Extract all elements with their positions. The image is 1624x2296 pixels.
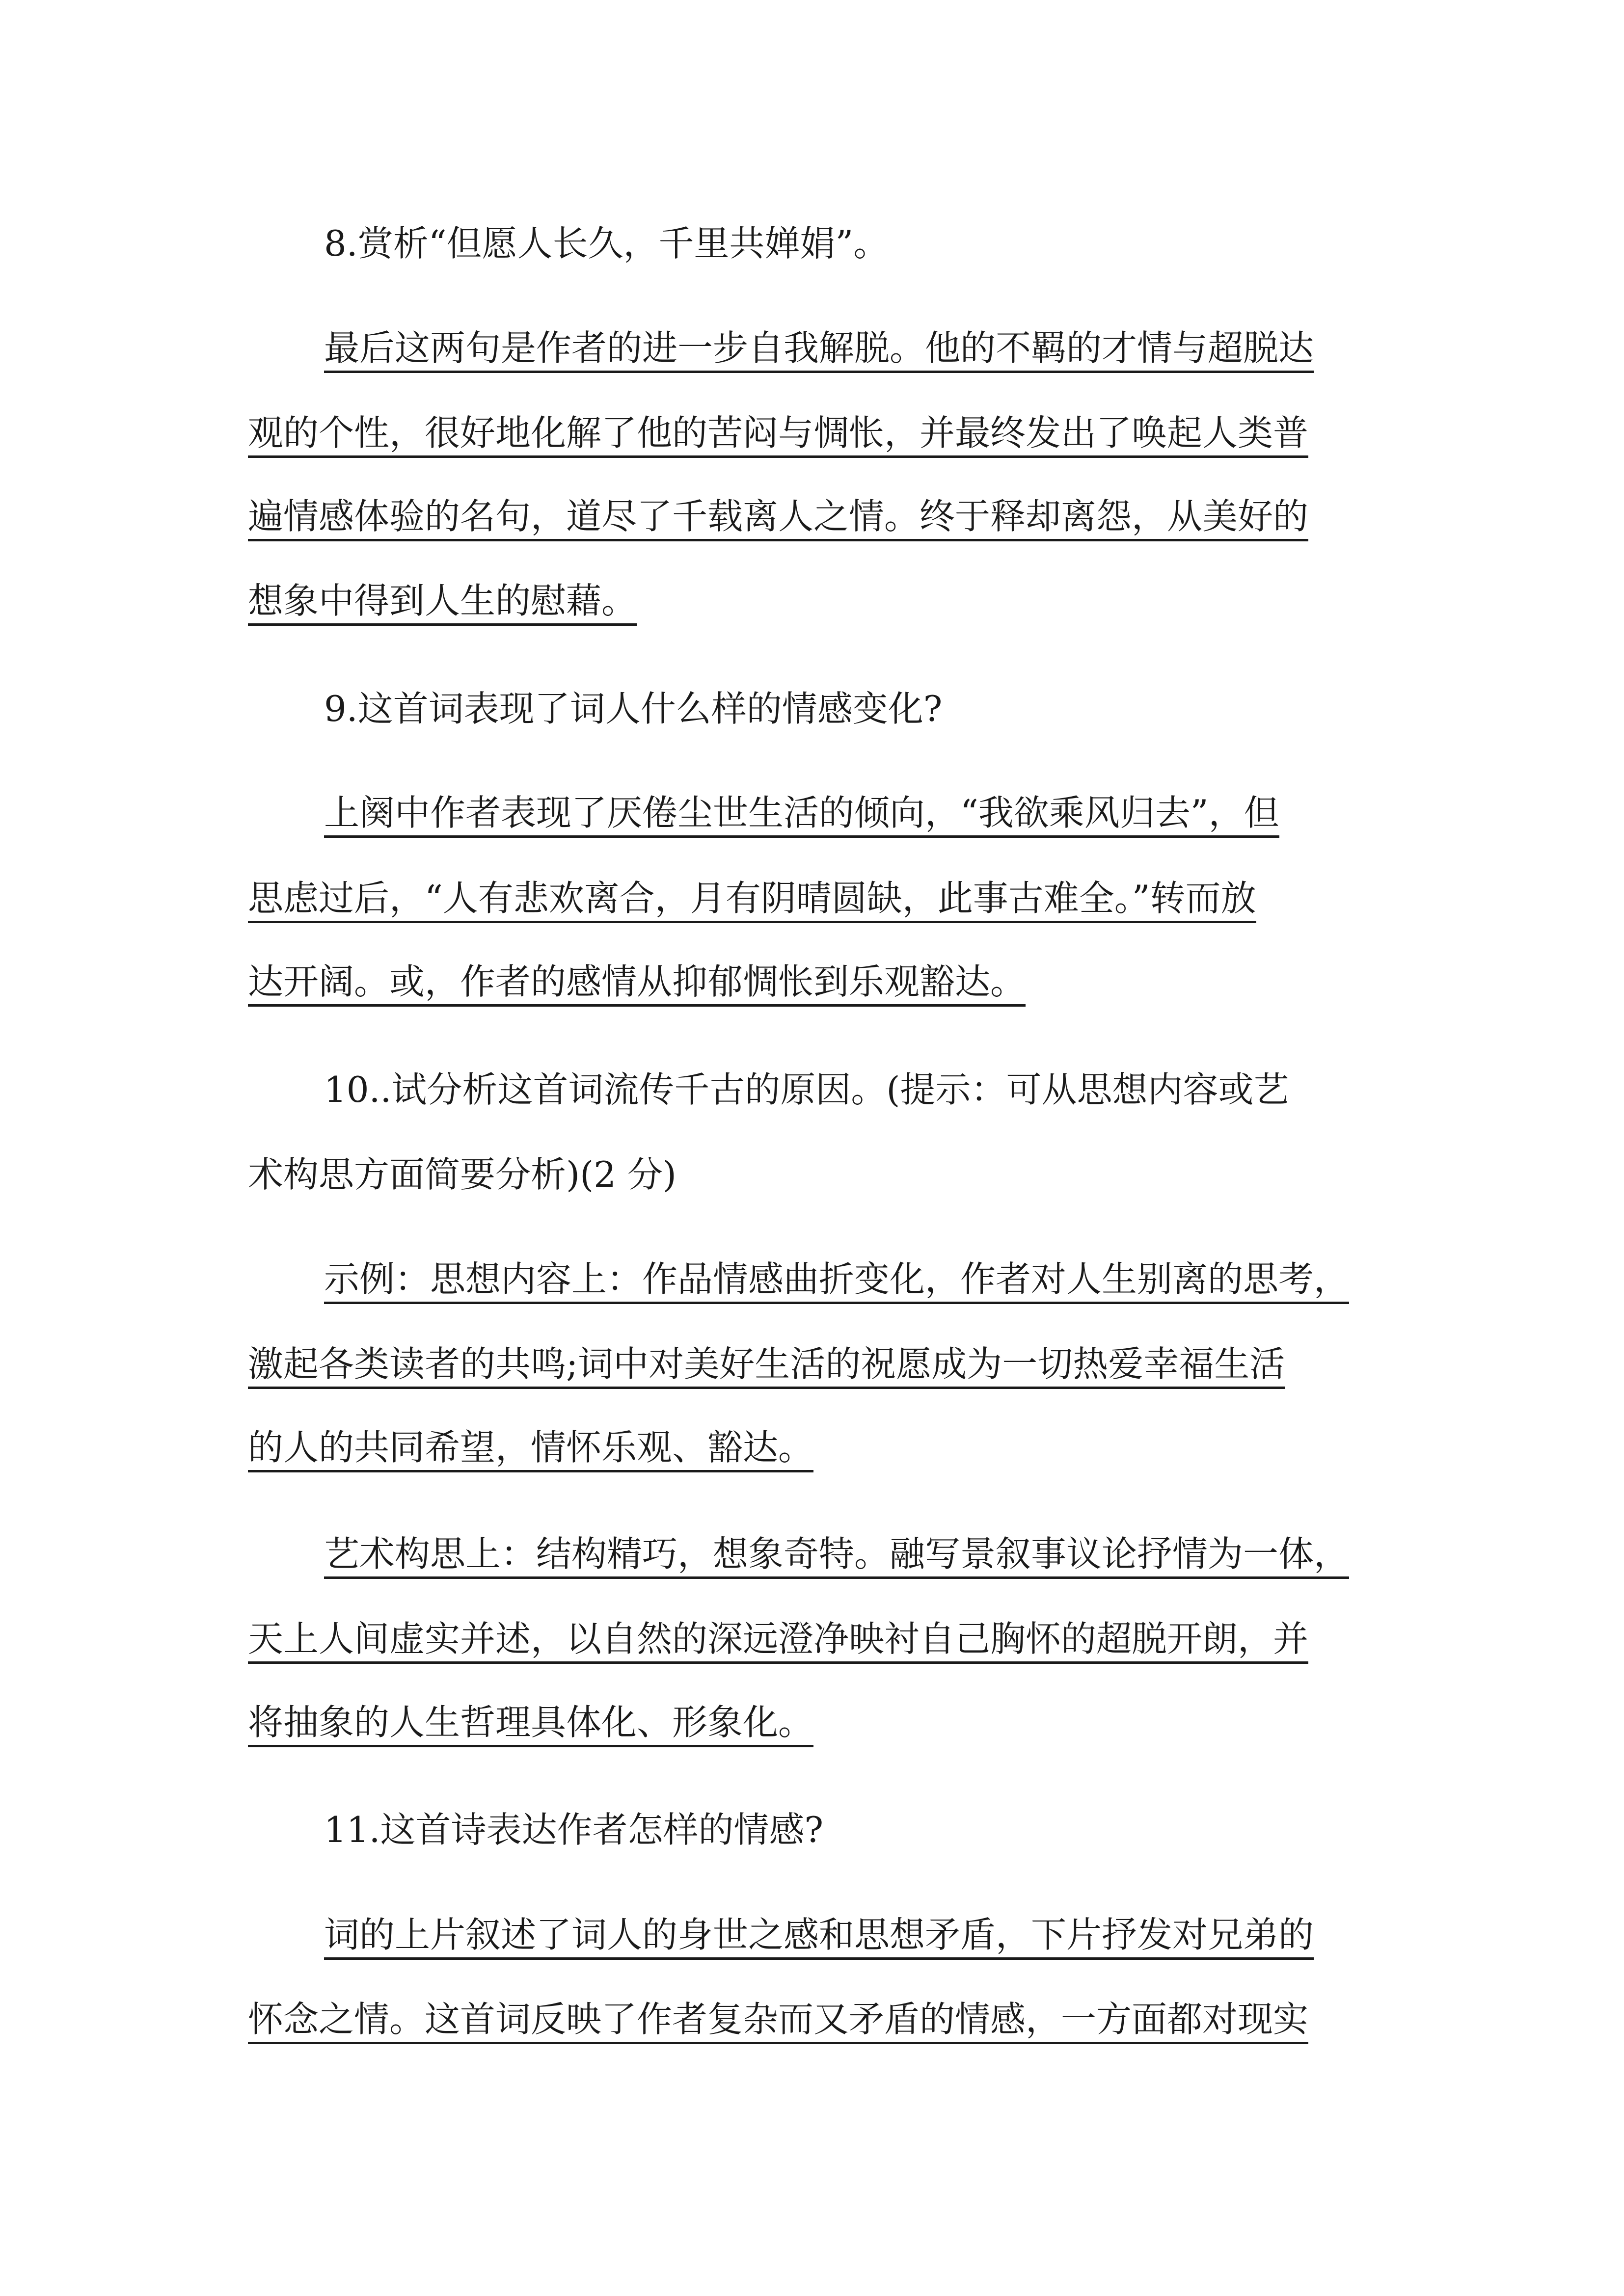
answer-10-art-line-2: [0, 1617, 1624, 1664]
question-8-text: 8.赏析“但愿人长久，千里共婵娟”。: [324, 223, 889, 264]
answer-text: 艺术构思上：结构精巧，想象奇特。融写景叙事议论抒情为一体，: [324, 1532, 1349, 1579]
answer-text: 怀念之情。这首词反映了作者复杂而又矛盾的情感，一方面都对现实: [248, 1998, 1308, 2044]
answer-text: 上阕中作者表现了厌倦尘世生活的倾向，“我欲乘风归去”，但: [324, 791, 1279, 838]
answer-text: 将抽象的人生哲理具体化、形象化。: [248, 1701, 813, 1747]
answer-text: 的人的共同希望，情怀乐观、豁达。: [248, 1426, 813, 1472]
answer-11-line-1: [0, 1913, 1624, 1960]
answer-10-art-line-3: [0, 1701, 1624, 1748]
answer-text: 遍情感体验的名句，道尽了千载离人之情。终于释却离怨，从美好的: [248, 495, 1308, 541]
question-10-line-2: [0, 1151, 1624, 1198]
answer-10-content-line-2: [0, 1342, 1624, 1389]
answer-9-line-1: [0, 791, 1624, 838]
answer-text: 达开阔。或，作者的感情从抑郁惆怅到乐观豁达。: [248, 960, 1026, 1007]
answer-text: 天上人间虚实并述，以自然的深远澄净映衬自己胸怀的超脱开朗，并: [248, 1617, 1308, 1664]
answer-10-content-line-1: [0, 1257, 1624, 1305]
answer-text: 激起各类读者的共鸣;词中对美好生活的祝愿成为一切热爱幸福生活: [248, 1342, 1285, 1389]
question-11: [0, 1806, 1624, 1853]
answer-10-art-line-1: [0, 1532, 1624, 1579]
question-10-text: 术构思方面简要分析)(2 分): [248, 1154, 677, 1195]
question-10-line-1: [0, 1066, 1624, 1113]
answer-8-line-3: [0, 495, 1624, 542]
question-9-text: 9.这首词表现了词人什么样的情感变化?: [324, 688, 943, 729]
answer-8-line-1: [0, 326, 1624, 374]
question-10-text: 10..试分析这首词流传千古的原因。(提示：可从思想内容或艺: [324, 1069, 1289, 1110]
answer-text: 最后这两句是作者的进一步自我解脱。他的不羁的才情与超脱达: [324, 326, 1314, 373]
answer-11-line-2: [0, 1998, 1624, 2045]
answer-10-content-line-3: [0, 1426, 1624, 1473]
answer-8-line-4: [0, 579, 1624, 626]
question-11-text: 11.这首诗表达作者怎样的情感?: [324, 1809, 824, 1850]
answer-text: 观的个性，很好地化解了他的苦闷与惆怅，并最终发出了唤起人类普: [248, 411, 1308, 458]
answer-8-line-2: [0, 411, 1624, 458]
question-8: [0, 220, 1624, 267]
answer-text: 示例：思想内容上：作品情感曲折变化，作者对人生别离的思考，: [324, 1257, 1349, 1304]
answer-9-line-3: [0, 960, 1624, 1007]
answer-text: 想象中得到人生的慰藉。: [248, 579, 637, 626]
question-9: [0, 685, 1624, 732]
answer-9-line-2: [0, 877, 1624, 924]
answer-text: 词的上片叙述了词人的身世之感和思想矛盾，下片抒发对兄弟的: [324, 1913, 1314, 1960]
answer-text: 思虑过后，“人有悲欢离合，月有阴晴圆缺，此事古难全。”转而放: [248, 877, 1256, 923]
